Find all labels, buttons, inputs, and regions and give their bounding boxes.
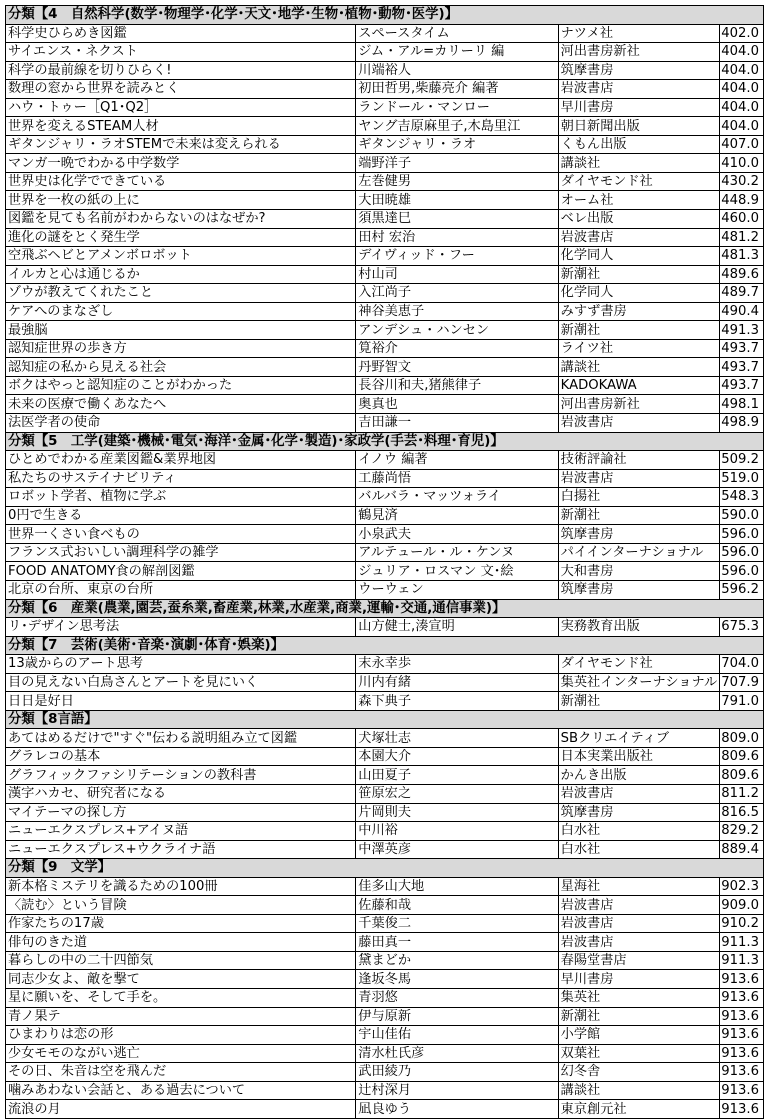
classification-number-cell: 809.6 bbox=[720, 766, 764, 785]
category-label: 分類【7 芸術(美術･音楽･演劇･体育･娯楽)】 bbox=[6, 636, 764, 655]
author-cell: バルバラ・マッツォライ bbox=[356, 488, 558, 507]
table-row bbox=[6, 247, 764, 266]
book-title-cell: ニューエクスプレス+アイヌ語 bbox=[6, 822, 356, 841]
book-title-cell: 科学の最前線を切りひらく! bbox=[6, 61, 356, 80]
publisher-cell: ナツメ社 bbox=[558, 24, 720, 43]
book-title-cell: 最強脳 bbox=[6, 321, 356, 340]
table-row bbox=[6, 135, 764, 154]
publisher-cell: 新潮社 bbox=[558, 321, 720, 340]
publisher-cell: みすず書房 bbox=[558, 302, 720, 321]
author-cell: 田村 宏治 bbox=[356, 228, 558, 247]
table-row bbox=[6, 673, 764, 692]
table-row bbox=[6, 228, 764, 247]
classification-number-cell: 404.0 bbox=[720, 61, 764, 80]
table-row bbox=[6, 98, 764, 117]
author-cell: ジュリア・ロスマン 文･絵 bbox=[356, 562, 558, 581]
classification-number-cell: 509.2 bbox=[720, 451, 764, 470]
book-title-cell: グラレコの基本 bbox=[6, 747, 356, 766]
book-title-cell: その日、朱音は空を飛んだ bbox=[6, 1063, 356, 1082]
classification-number-cell: 816.5 bbox=[720, 803, 764, 822]
publisher-cell: 白揚社 bbox=[558, 488, 720, 507]
book-title-cell: 新本格ミステリを識るための100冊 bbox=[6, 877, 356, 896]
table-row bbox=[6, 543, 764, 562]
classification-number-cell: 707.9 bbox=[720, 673, 764, 692]
publisher-cell: 講談社 bbox=[558, 358, 720, 377]
category-header-row bbox=[6, 710, 764, 729]
classification-number-cell: 902.3 bbox=[720, 877, 764, 896]
publisher-cell: 筑摩書房 bbox=[558, 61, 720, 80]
table-row bbox=[6, 766, 764, 785]
table-row bbox=[6, 1100, 764, 1119]
author-cell: 中澤英彦 bbox=[356, 840, 558, 859]
classification-number-cell: 913.6 bbox=[720, 1007, 764, 1026]
author-cell: 奥真也 bbox=[356, 395, 558, 414]
book-title-cell: 空飛ぶヘビとアメンボロボット bbox=[6, 247, 356, 266]
publisher-cell: 講談社 bbox=[558, 154, 720, 173]
book-title-cell: 世界史は化学でできている bbox=[6, 172, 356, 191]
table-row bbox=[6, 618, 764, 637]
book-title-cell: FOOD ANATOMY食の解剖図鑑 bbox=[6, 562, 356, 581]
author-cell: ギタンジャリ・ラオ bbox=[356, 135, 558, 154]
table-row bbox=[6, 655, 764, 674]
publisher-cell: 岩波書店 bbox=[558, 469, 720, 488]
classification-number-cell: 548.3 bbox=[720, 488, 764, 507]
category-label: 分類【9 文学】 bbox=[6, 859, 764, 878]
author-cell: ヤング吉原麻里子,木島里江 bbox=[356, 117, 558, 136]
classification-number-cell: 481.2 bbox=[720, 228, 764, 247]
author-cell: 清水杜氏彦 bbox=[356, 1044, 558, 1063]
classification-number-cell: 596.0 bbox=[720, 543, 764, 562]
author-cell: 山田夏子 bbox=[356, 766, 558, 785]
table-row bbox=[6, 562, 764, 581]
book-title-cell: 世界を変えるSTEAM人材 bbox=[6, 117, 356, 136]
publisher-cell: 白水社 bbox=[558, 840, 720, 859]
book-title-cell: 図鑑を見ても名前がわからないのはなぜか? bbox=[6, 210, 356, 229]
classification-number-cell: 481.3 bbox=[720, 247, 764, 266]
publisher-cell: 岩波書店 bbox=[558, 784, 720, 803]
table-row bbox=[6, 24, 764, 43]
table-row bbox=[6, 191, 764, 210]
table-row bbox=[6, 692, 764, 711]
publisher-cell: 新潮社 bbox=[558, 506, 720, 525]
classification-number-cell: 493.7 bbox=[720, 376, 764, 395]
publisher-cell: SBクリエイティブ bbox=[558, 729, 720, 748]
table-row bbox=[6, 172, 764, 191]
classification-number-cell: 829.2 bbox=[720, 822, 764, 841]
publisher-cell: かんき出版 bbox=[558, 766, 720, 785]
book-title-cell: 作家たちの17歳 bbox=[6, 914, 356, 933]
book-title-cell: 暮らしの中の二十四節気 bbox=[6, 951, 356, 970]
book-title-cell: ひまわりは恋の形 bbox=[6, 1026, 356, 1045]
book-title-cell: 流浪の月 bbox=[6, 1100, 356, 1119]
classification-number-cell: 675.3 bbox=[720, 618, 764, 637]
book-title-cell: ボクはやっと認知症のことがわかった bbox=[6, 376, 356, 395]
author-cell: 左巻健男 bbox=[356, 172, 558, 191]
author-cell: ランドール・マンロー bbox=[356, 98, 558, 117]
classification-number-cell: 596.0 bbox=[720, 525, 764, 544]
author-cell: 長谷川和夫,猪熊律子 bbox=[356, 376, 558, 395]
classification-number-cell: 913.6 bbox=[720, 1081, 764, 1100]
book-title-cell: 同志少女よ、敵を撃て bbox=[6, 970, 356, 989]
book-title-cell: 数理の窓から世界を読みとく bbox=[6, 80, 356, 99]
classification-number-cell: 489.6 bbox=[720, 265, 764, 284]
publisher-cell: 実務教育出版 bbox=[558, 618, 720, 637]
category-header-row bbox=[6, 6, 764, 25]
author-cell: 黛まどか bbox=[356, 951, 558, 970]
book-title-cell: 目の見えない白鳥さんとアートを見にいく bbox=[6, 673, 356, 692]
classification-number-cell: 909.0 bbox=[720, 896, 764, 915]
author-cell: イノウ 編著 bbox=[356, 451, 558, 470]
classification-number-cell: 913.6 bbox=[720, 970, 764, 989]
classification-number-cell: 913.6 bbox=[720, 1063, 764, 1082]
author-cell: 小泉武夫 bbox=[356, 525, 558, 544]
book-title-cell: フランス式おいしい調理科学の雑学 bbox=[6, 543, 356, 562]
publisher-cell: 小学館 bbox=[558, 1026, 720, 1045]
book-title-cell: 認知症の私から見える社会 bbox=[6, 358, 356, 377]
author-cell: 川内有緒 bbox=[356, 673, 558, 692]
publisher-cell: 幻冬舎 bbox=[558, 1063, 720, 1082]
table-row bbox=[6, 376, 764, 395]
author-cell: 鶴見済 bbox=[356, 506, 558, 525]
publisher-cell: 新潮社 bbox=[558, 692, 720, 711]
author-cell: 初田哲男,柴藤亮介 編著 bbox=[356, 80, 558, 99]
publisher-cell: 早川書房 bbox=[558, 98, 720, 117]
publisher-cell: 化学同人 bbox=[558, 247, 720, 266]
table-row bbox=[6, 488, 764, 507]
publisher-cell: くもん出版 bbox=[558, 135, 720, 154]
table-row bbox=[6, 988, 764, 1007]
publisher-cell: ライツ社 bbox=[558, 339, 720, 358]
author-cell: 佐藤和哉 bbox=[356, 896, 558, 915]
classification-number-cell: 498.1 bbox=[720, 395, 764, 414]
author-cell: ジム・アル=カリーリ 編 bbox=[356, 43, 558, 62]
book-title-cell: 〈読む〉という冒険 bbox=[6, 896, 356, 915]
book-title-cell: イルカと心は通じるか bbox=[6, 265, 356, 284]
classification-number-cell: 913.6 bbox=[720, 1044, 764, 1063]
author-cell: 本園大介 bbox=[356, 747, 558, 766]
book-title-cell: 世界一くさい食べもの bbox=[6, 525, 356, 544]
publisher-cell: 双葉社 bbox=[558, 1044, 720, 1063]
classification-number-cell: 404.0 bbox=[720, 43, 764, 62]
table-row bbox=[6, 469, 764, 488]
category-header-row bbox=[6, 599, 764, 618]
publisher-cell: ダイヤモンド社 bbox=[558, 655, 720, 674]
publisher-cell: 筑摩書房 bbox=[558, 525, 720, 544]
publisher-cell: 岩波書店 bbox=[558, 914, 720, 933]
author-cell: 辻村深月 bbox=[356, 1081, 558, 1100]
book-title-cell: ケアへのまなざし bbox=[6, 302, 356, 321]
publisher-cell: 技術評論社 bbox=[558, 451, 720, 470]
book-title-cell: 13歳からのアート思考 bbox=[6, 655, 356, 674]
publisher-cell: 岩波書店 bbox=[558, 80, 720, 99]
book-title-cell: マンガ一晩でわかる中学数学 bbox=[6, 154, 356, 173]
category-header-row bbox=[6, 636, 764, 655]
book-title-cell: 青ノ果テ bbox=[6, 1007, 356, 1026]
table-row bbox=[6, 784, 764, 803]
publisher-cell: 日本実業出版社 bbox=[558, 747, 720, 766]
author-cell: 大田暁雄 bbox=[356, 191, 558, 210]
classification-number-cell: 911.3 bbox=[720, 951, 764, 970]
table-row bbox=[6, 451, 764, 470]
author-cell: 丹野智文 bbox=[356, 358, 558, 377]
classification-number-cell: 402.0 bbox=[720, 24, 764, 43]
category-header-row bbox=[6, 432, 764, 451]
publisher-cell: 新潮社 bbox=[558, 1007, 720, 1026]
classification-number-cell: 489.7 bbox=[720, 284, 764, 303]
book-list-body bbox=[6, 6, 764, 1119]
table-row bbox=[6, 896, 764, 915]
table-row bbox=[6, 525, 764, 544]
classification-number-cell: 491.3 bbox=[720, 321, 764, 340]
table-row bbox=[6, 321, 764, 340]
table-row bbox=[6, 414, 764, 433]
author-cell: 森下典子 bbox=[356, 692, 558, 711]
classification-number-cell: 704.0 bbox=[720, 655, 764, 674]
publisher-cell: 朝日新聞出版 bbox=[558, 117, 720, 136]
author-cell: 青羽悠 bbox=[356, 988, 558, 1007]
classification-number-cell: 498.9 bbox=[720, 414, 764, 433]
classification-number-cell: 519.0 bbox=[720, 469, 764, 488]
book-title-cell: 0円で生きる bbox=[6, 506, 356, 525]
publisher-cell: パイインターナショナル bbox=[558, 543, 720, 562]
author-cell: 神谷美恵子 bbox=[356, 302, 558, 321]
table-row bbox=[6, 933, 764, 952]
classification-number-cell: 913.6 bbox=[720, 1026, 764, 1045]
table-row bbox=[6, 951, 764, 970]
classification-number-cell: 596.2 bbox=[720, 580, 764, 599]
classification-number-cell: 913.6 bbox=[720, 1100, 764, 1119]
classification-number-cell: 407.0 bbox=[720, 135, 764, 154]
table-row bbox=[6, 154, 764, 173]
publisher-cell: 筑摩書房 bbox=[558, 580, 720, 599]
table-row bbox=[6, 358, 764, 377]
classification-number-cell: 410.0 bbox=[720, 154, 764, 173]
book-title-cell: ひとめでわかる産業図鑑&業界地図 bbox=[6, 451, 356, 470]
publisher-cell: 集英社 bbox=[558, 988, 720, 1007]
book-title-cell: 漢字ハカセ、研究者になる bbox=[6, 784, 356, 803]
table-row bbox=[6, 747, 764, 766]
table-row bbox=[6, 1007, 764, 1026]
book-title-cell: 俳句のきた道 bbox=[6, 933, 356, 952]
publisher-cell: 白水社 bbox=[558, 822, 720, 841]
publisher-cell: 岩波書店 bbox=[558, 933, 720, 952]
category-label: 分類【8言語】 bbox=[6, 710, 764, 729]
author-cell: 宇山佳佑 bbox=[356, 1026, 558, 1045]
book-title-cell: 噛みあわない会話と、ある過去について bbox=[6, 1081, 356, 1100]
author-cell: 凪良ゆう bbox=[356, 1100, 558, 1119]
table-row bbox=[6, 840, 764, 859]
book-title-cell: ゾウが教えてくれたこと bbox=[6, 284, 356, 303]
book-title-cell: ニューエクスプレス+ウクライナ語 bbox=[6, 840, 356, 859]
table-row bbox=[6, 265, 764, 284]
table-row bbox=[6, 877, 764, 896]
book-title-cell: 星に願いを、そして手を。 bbox=[6, 988, 356, 1007]
classification-number-cell: 913.6 bbox=[720, 988, 764, 1007]
category-header-row bbox=[6, 859, 764, 878]
book-title-cell: 科学史ひらめき図鑑 bbox=[6, 24, 356, 43]
table-row bbox=[6, 80, 764, 99]
book-title-cell: 世界を一枚の紙の上に bbox=[6, 191, 356, 210]
author-cell: 中川裕 bbox=[356, 822, 558, 841]
author-cell: 末永幸歩 bbox=[356, 655, 558, 674]
book-title-cell: マイテーマの探し方 bbox=[6, 803, 356, 822]
classification-number-cell: 448.9 bbox=[720, 191, 764, 210]
publisher-cell: KADOKAWA bbox=[558, 376, 720, 395]
author-cell: 犬塚壮志 bbox=[356, 729, 558, 748]
author-cell: 筧裕介 bbox=[356, 339, 558, 358]
book-list-table bbox=[5, 5, 764, 1119]
book-title-cell: 少女モモのながい逃亡 bbox=[6, 1044, 356, 1063]
book-title-cell: あてはめるだけで"すぐ"伝わる説明組み立て図鑑 bbox=[6, 729, 356, 748]
table-row bbox=[6, 339, 764, 358]
book-title-cell: リ･デザイン思考法 bbox=[6, 618, 356, 637]
table-row bbox=[6, 1081, 764, 1100]
publisher-cell: 河出書房新社 bbox=[558, 395, 720, 414]
book-title-cell: グラフィックファシリテーションの教科書 bbox=[6, 766, 356, 785]
publisher-cell: 筑摩書房 bbox=[558, 803, 720, 822]
book-title-cell: 未来の医療で働くあなたへ bbox=[6, 395, 356, 414]
publisher-cell: ベレ出版 bbox=[558, 210, 720, 229]
classification-number-cell: 596.0 bbox=[720, 562, 764, 581]
author-cell: 吉田謙一 bbox=[356, 414, 558, 433]
classification-number-cell: 404.0 bbox=[720, 98, 764, 117]
author-cell: 笹原宏之 bbox=[356, 784, 558, 803]
classification-number-cell: 791.0 bbox=[720, 692, 764, 711]
category-label: 分類【4 自然科学(数学･物理学･化学･天文･地学･生物･植物･動物･医学)】 bbox=[6, 6, 764, 25]
table-row bbox=[6, 580, 764, 599]
author-cell: 逢坂冬馬 bbox=[356, 970, 558, 989]
book-title-cell: 進化の謎をとく発生学 bbox=[6, 228, 356, 247]
publisher-cell: ダイヤモンド社 bbox=[558, 172, 720, 191]
table-row bbox=[6, 284, 764, 303]
author-cell: 伊与原新 bbox=[356, 1007, 558, 1026]
publisher-cell: 講談社 bbox=[558, 1081, 720, 1100]
classification-number-cell: 430.2 bbox=[720, 172, 764, 191]
classification-number-cell: 910.2 bbox=[720, 914, 764, 933]
author-cell: 山方健士,湊宣明 bbox=[356, 618, 558, 637]
table-row bbox=[6, 117, 764, 136]
table-row bbox=[6, 729, 764, 748]
classification-number-cell: 809.6 bbox=[720, 747, 764, 766]
publisher-cell: 大和書房 bbox=[558, 562, 720, 581]
author-cell: 千葉俊二 bbox=[356, 914, 558, 933]
table-row bbox=[6, 395, 764, 414]
author-cell: 村山司 bbox=[356, 265, 558, 284]
book-title-cell: サイエンス・ネクスト bbox=[6, 43, 356, 62]
table-row bbox=[6, 1044, 764, 1063]
publisher-cell: 東京創元社 bbox=[558, 1100, 720, 1119]
author-cell: 武田綾乃 bbox=[356, 1063, 558, 1082]
publisher-cell: 岩波書店 bbox=[558, 896, 720, 915]
publisher-cell: 新潮社 bbox=[558, 265, 720, 284]
author-cell: 片岡則夫 bbox=[356, 803, 558, 822]
author-cell: 川端裕人 bbox=[356, 61, 558, 80]
publisher-cell: 岩波書店 bbox=[558, 414, 720, 433]
classification-number-cell: 911.3 bbox=[720, 933, 764, 952]
publisher-cell: 河出書房新社 bbox=[558, 43, 720, 62]
book-title-cell: 私たちのサステイナビリティ bbox=[6, 469, 356, 488]
publisher-cell: 星海社 bbox=[558, 877, 720, 896]
classification-number-cell: 590.0 bbox=[720, 506, 764, 525]
author-cell: 入江尚子 bbox=[356, 284, 558, 303]
book-title-cell: ギタンジャリ・ラオSTEMで未来は変えられる bbox=[6, 135, 356, 154]
book-title-cell: ハウ・トゥー［Q1･Q2］ bbox=[6, 98, 356, 117]
classification-number-cell: 404.0 bbox=[720, 80, 764, 99]
classification-number-cell: 404.0 bbox=[720, 117, 764, 136]
author-cell: 佳多山大地 bbox=[356, 877, 558, 896]
book-title-cell: 認知症世界の歩き方 bbox=[6, 339, 356, 358]
classification-number-cell: 460.0 bbox=[720, 210, 764, 229]
table-row bbox=[6, 970, 764, 989]
author-cell: アルテュール・ル・ケンヌ bbox=[356, 543, 558, 562]
publisher-cell: オーム社 bbox=[558, 191, 720, 210]
classification-number-cell: 493.7 bbox=[720, 339, 764, 358]
classification-number-cell: 889.4 bbox=[720, 840, 764, 859]
publisher-cell: 化学同人 bbox=[558, 284, 720, 303]
book-title-cell: 法医学者の使命 bbox=[6, 414, 356, 433]
table-row bbox=[6, 1063, 764, 1082]
category-label: 分類【6 産業(農業,園芸,蚕糸業,畜産業,林業,水産業,商業,運輸･交通,通信事業)】 bbox=[6, 599, 764, 618]
classification-number-cell: 493.7 bbox=[720, 358, 764, 377]
table-row bbox=[6, 302, 764, 321]
publisher-cell: 早川書房 bbox=[558, 970, 720, 989]
author-cell: 須黒達巳 bbox=[356, 210, 558, 229]
author-cell: 端野洋子 bbox=[356, 154, 558, 173]
book-title-cell: 日日是好日 bbox=[6, 692, 356, 711]
table-row bbox=[6, 1026, 764, 1045]
author-cell: ウーウェン bbox=[356, 580, 558, 599]
author-cell: デイヴィッド・フー bbox=[356, 247, 558, 266]
table-row bbox=[6, 210, 764, 229]
classification-number-cell: 490.4 bbox=[720, 302, 764, 321]
table-row bbox=[6, 61, 764, 80]
author-cell: アンデシュ・ハンセン bbox=[356, 321, 558, 340]
table-row bbox=[6, 43, 764, 62]
publisher-cell: 集英社インターナショナル bbox=[558, 673, 720, 692]
classification-number-cell: 811.2 bbox=[720, 784, 764, 803]
publisher-cell: 岩波書店 bbox=[558, 228, 720, 247]
author-cell: スペースタイム bbox=[356, 24, 558, 43]
book-title-cell: ロボット学者、植物に学ぶ bbox=[6, 488, 356, 507]
table-row bbox=[6, 914, 764, 933]
author-cell: 工藤尚悟 bbox=[356, 469, 558, 488]
table-row bbox=[6, 803, 764, 822]
table-row bbox=[6, 506, 764, 525]
book-title-cell: 北京の台所、東京の台所 bbox=[6, 580, 356, 599]
category-label: 分類【5 工学(建築･機械･電気･海洋･金属･化学･製造)･家政学(手芸･料理･育児)】 bbox=[6, 432, 764, 451]
publisher-cell: 春陽堂書店 bbox=[558, 951, 720, 970]
author-cell: 藤田真一 bbox=[356, 933, 558, 952]
classification-number-cell: 809.0 bbox=[720, 729, 764, 748]
table-row bbox=[6, 822, 764, 841]
